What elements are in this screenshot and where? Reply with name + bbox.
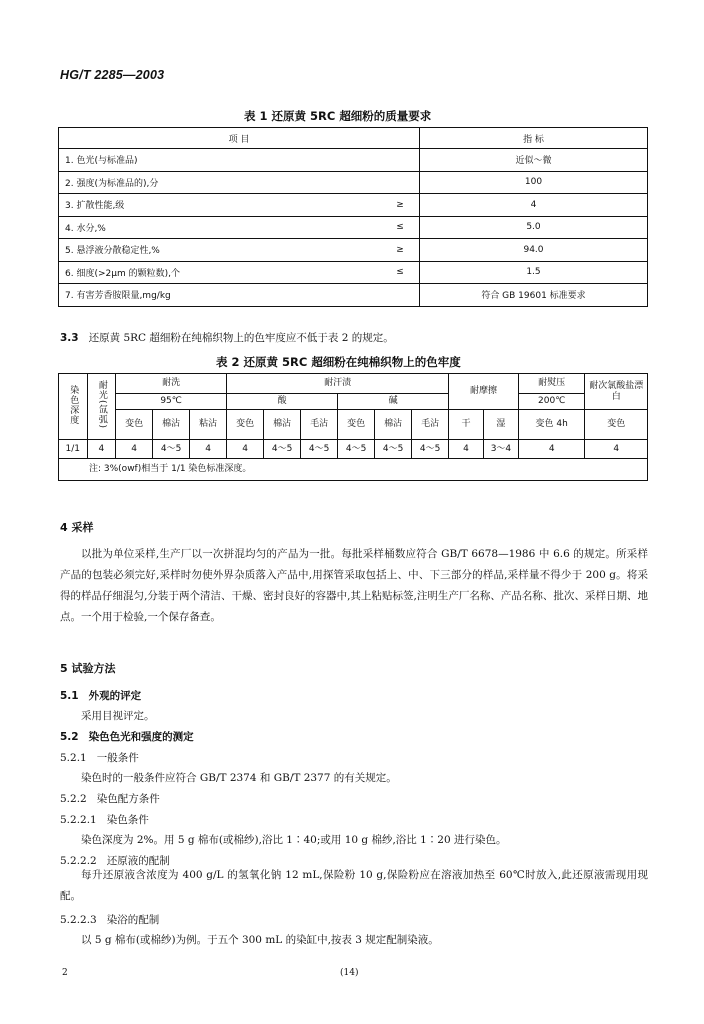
table1-caption: 表 1 还原黄 5RC 超细粉的质量要求 bbox=[244, 109, 432, 123]
header-alkali: 碱 bbox=[338, 394, 449, 410]
table-row bbox=[59, 440, 648, 459]
clause-title: 染色配方条件 bbox=[96, 793, 160, 805]
section-4-paragraph: 以批为单位采样,生产厂以一次拼混均匀的产品为一批。每批采样桶数应符合 GB/T 6678—1986 中 6.6 的规定。所采样产品的包装必须完好,采样时勿使外界杂质落入产品中,用探管采取包括上、中、下三部分的样品,采样量不得少于 200 g。将采得的样品仔细混匀,分装于两个清洁、干燥、密封良好的容器中,其上粘贴标签,注明生产厂名称、产品名称、批次、采样日期、地点。一个用于检验,一个保存备查。 bbox=[60, 548, 648, 623]
subheader-cell: 毛沾 bbox=[301, 410, 338, 440]
table-row bbox=[59, 284, 648, 307]
header-hypochlorite: 耐次氯酸盐漂白 bbox=[585, 374, 648, 410]
symbol-cell: ≥ bbox=[381, 194, 420, 217]
clause-title: 染色色光和强度的测定 bbox=[88, 731, 194, 743]
value-cell: 4～5 bbox=[338, 440, 375, 459]
section-4-title: 4 采样 bbox=[60, 521, 94, 534]
page-number: 2 bbox=[62, 968, 68, 978]
spec-cell: 1.5 bbox=[420, 261, 648, 284]
clause-text: 还原黄 5RC 超细粉在纯棉织物上的色牢度应不低于表 2 的规定。 bbox=[88, 332, 394, 344]
clause-5-2-2-1 bbox=[60, 812, 149, 827]
value-cell: 4～5 bbox=[153, 440, 190, 459]
symbol-cell bbox=[381, 171, 420, 194]
clause-5-2-2-2-text: 每升还原液含浓度为 400 g/L 的氢氧化钠 12 mL,保险粉 10 g,保险粉应在溶液加热至 60℃时放入,此还原液需现用现配。 bbox=[60, 869, 648, 902]
item-cell: 4. 水分,% bbox=[59, 216, 382, 239]
column-header-item: 项 目 bbox=[59, 128, 420, 149]
spec-cell: 4 bbox=[420, 194, 648, 217]
value-cell: 1/1 bbox=[59, 440, 88, 459]
value-cell: 4 bbox=[190, 440, 227, 459]
subheader-cell: 干 bbox=[449, 410, 484, 440]
clause-3-3 bbox=[60, 330, 394, 345]
column-header-spec: 指 标 bbox=[420, 128, 648, 149]
clause-5-1 bbox=[60, 688, 151, 703]
symbol-cell: ≤ bbox=[381, 216, 420, 239]
subheader-cell: 毛沾 bbox=[412, 410, 449, 440]
clause-5-2 bbox=[60, 729, 204, 744]
clause-5-2-1-text: 染色时的一般条件应符合 GB/T 2374 和 GB/T 2377 的有关规定。 bbox=[81, 772, 397, 784]
spec-cell: 94.0 bbox=[420, 239, 648, 262]
clause-title: 外观的评定 bbox=[88, 690, 142, 702]
table2-caption: 表 2 还原黄 5RC 超细粉在纯棉织物上的色牢度 bbox=[216, 355, 461, 369]
subheader-cell: 棉沾 bbox=[153, 410, 190, 440]
clause-number: 5.2.2 bbox=[60, 793, 87, 805]
header-light-text: 耐光(氙弧) bbox=[96, 379, 107, 430]
clause-5-2-2-3-text: 以 5 g 棉布(或棉纱)为例。于五个 300 mL 的染缸中,按表 3 规定配制染液。 bbox=[81, 934, 439, 946]
header-heat-temp: 200℃ bbox=[518, 394, 585, 410]
subheader-cell: 变色 bbox=[227, 410, 264, 440]
value-cell: 3～4 bbox=[483, 440, 518, 459]
clause-5-2-2-3 bbox=[60, 912, 159, 927]
clause-number: 5.2.2.1 bbox=[60, 814, 97, 826]
clause-title: 染色条件 bbox=[106, 814, 149, 826]
clause-number: 5.2.1 bbox=[60, 752, 87, 764]
subheader-cell: 变色 bbox=[116, 410, 153, 440]
value-cell: 4～5 bbox=[412, 440, 449, 459]
subheader-cell: 粘沾 bbox=[190, 410, 227, 440]
header-heat: 耐熨压 bbox=[518, 374, 585, 394]
header-depth-text: 染色深度 bbox=[68, 384, 79, 425]
item-cell: 1. 色光(与标准品) bbox=[59, 149, 382, 172]
clause-title: 染浴的配制 bbox=[106, 914, 160, 926]
spec-cell: 5.0 bbox=[420, 216, 648, 239]
clause-5-2-2 bbox=[60, 791, 160, 806]
item-cell: 7. 有害芳香胺限量,mg/kg bbox=[59, 284, 382, 307]
symbol-cell: ≥ bbox=[381, 239, 420, 262]
header-wash: 耐洗 bbox=[116, 374, 227, 394]
item-cell: 3. 扩散性能,级 bbox=[59, 194, 382, 217]
subheader-cell: 变色 bbox=[585, 410, 648, 440]
value-cell: 4 bbox=[449, 440, 484, 459]
table2-note: 注: 3%(owf)相当于 1/1 染色标准深度。 bbox=[59, 459, 648, 481]
clause-5-2-2-1-text: 染色深度为 2%。用 5 g 棉布(或棉纱),浴比 1∶40;或用 10 g 棉纱,浴比 1∶20 进行染色。 bbox=[81, 834, 507, 846]
spec-cell: 符合 GB 19601 标准要求 bbox=[420, 284, 648, 307]
clause-number: 5.2.2.3 bbox=[60, 914, 97, 926]
clause-number: 5.2.2.2 bbox=[60, 855, 97, 867]
value-cell: 4 bbox=[227, 440, 264, 459]
value-cell: 4 bbox=[116, 440, 153, 459]
symbol-cell bbox=[381, 284, 420, 307]
value-cell: 4 bbox=[87, 440, 116, 459]
spec-cell: 100 bbox=[420, 171, 648, 194]
table-row bbox=[59, 261, 648, 284]
table-row bbox=[59, 194, 648, 217]
table-row bbox=[59, 171, 648, 194]
value-cell: 4 bbox=[585, 440, 648, 459]
page-center-number: (14) bbox=[340, 968, 359, 978]
clause-title: 一般条件 bbox=[96, 752, 139, 764]
standard-code: HG/T 2285—2003 bbox=[60, 68, 165, 82]
table-row bbox=[59, 216, 648, 239]
subheader-cell: 变色 4h bbox=[518, 410, 585, 440]
subheader-cell: 棉沾 bbox=[264, 410, 301, 440]
clause-title: 还原液的配制 bbox=[106, 855, 170, 867]
value-cell: 4～5 bbox=[301, 440, 338, 459]
spec-cell: 近似～微 bbox=[420, 149, 648, 172]
value-cell: 4～5 bbox=[264, 440, 301, 459]
header-acid: 酸 bbox=[227, 394, 338, 410]
clause-number: 5.2 bbox=[60, 731, 79, 743]
subheader-cell: 变色 bbox=[338, 410, 375, 440]
section-5-title: 5 试验方法 bbox=[60, 662, 116, 675]
subheader-cell: 棉沾 bbox=[375, 410, 412, 440]
subheader-cell: 湿 bbox=[483, 410, 518, 440]
table-row bbox=[59, 149, 648, 172]
table-row bbox=[59, 239, 648, 262]
item-cell: 2. 强度(为标准品的),分 bbox=[59, 171, 382, 194]
value-cell: 4 bbox=[518, 440, 585, 459]
quality-requirements-table bbox=[58, 127, 648, 307]
table-header-row bbox=[59, 128, 648, 149]
clause-5-2-1 bbox=[60, 750, 139, 765]
value-cell: 4～5 bbox=[375, 440, 412, 459]
header-wash-temp: 95℃ bbox=[116, 394, 227, 410]
header-depth bbox=[59, 374, 88, 440]
symbol-cell: ≤ bbox=[381, 261, 420, 284]
header-light bbox=[87, 374, 116, 440]
clause-number: 3.3 bbox=[60, 332, 79, 344]
symbol-cell bbox=[381, 149, 420, 172]
header-rubbing: 耐摩擦 bbox=[449, 374, 519, 410]
clause-number: 5.1 bbox=[60, 690, 79, 702]
item-cell: 5. 悬浮液分散稳定性,% bbox=[59, 239, 382, 262]
clause-5-1-text: 采用目视评定。 bbox=[81, 710, 155, 722]
item-cell: 6. 细度(>2μm 的颗粒数),个 bbox=[59, 261, 382, 284]
header-perspiration: 耐汗渍 bbox=[227, 374, 449, 394]
color-fastness-table bbox=[58, 373, 648, 481]
